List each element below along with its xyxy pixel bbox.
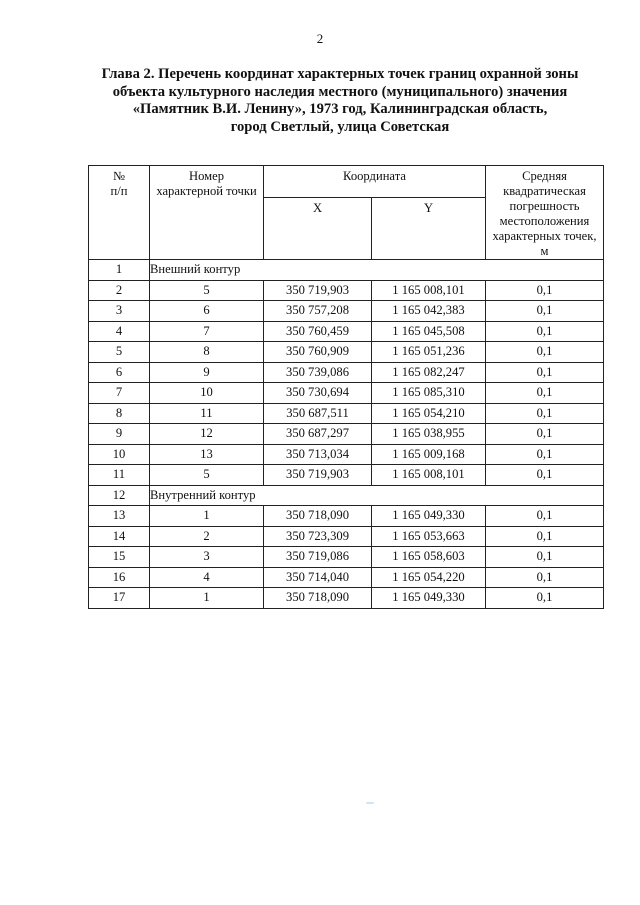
coord-y: 1 165 008,101 <box>372 465 486 486</box>
error-value: 0,1 <box>486 588 604 609</box>
title-line: «Памятник В.И. Ленину», 1973 год, Калининградская область, <box>132 101 548 117</box>
table-row <box>89 301 604 322</box>
coord-x: 350 687,297 <box>264 424 372 445</box>
table-row <box>89 403 604 424</box>
point-number: 4 <box>150 567 264 588</box>
coord-y: 1 165 038,955 <box>372 424 486 445</box>
error-value: 0,1 <box>486 403 604 424</box>
section-row <box>89 485 604 506</box>
table-row <box>89 424 604 445</box>
row-number: 14 <box>89 526 150 547</box>
row-number: 8 <box>89 403 150 424</box>
coord-y: 1 165 008,101 <box>372 280 486 301</box>
row-number: 5 <box>89 342 150 363</box>
coord-x: 350 718,090 <box>264 506 372 527</box>
table-row <box>89 342 604 363</box>
header-point: Номер характерной точки <box>150 166 264 260</box>
table-row <box>89 465 604 486</box>
coord-y: 1 165 053,663 <box>372 526 486 547</box>
error-value: 0,1 <box>486 444 604 465</box>
header-x: X <box>264 198 372 260</box>
error-value: 0,1 <box>486 465 604 486</box>
contour-label: Внешний контур <box>150 260 604 281</box>
error-value: 0,1 <box>486 383 604 404</box>
coord-x: 350 719,903 <box>264 280 372 301</box>
error-value: 0,1 <box>486 362 604 383</box>
point-number: 9 <box>150 362 264 383</box>
page-number: 2 <box>316 31 324 46</box>
row-number: 13 <box>89 506 150 527</box>
row-number: 4 <box>89 321 150 342</box>
table-row <box>89 280 604 301</box>
coord-x: 350 730,694 <box>264 383 372 404</box>
point-number: 11 <box>150 403 264 424</box>
point-number: 5 <box>150 465 264 486</box>
row-number: 12 <box>89 485 150 506</box>
coord-x: 350 719,086 <box>264 547 372 568</box>
header-error: Средняя квадратическая погрешность местоположения характерных точек, м <box>486 166 604 260</box>
row-number: 6 <box>89 362 150 383</box>
coord-y: 1 165 058,603 <box>372 547 486 568</box>
table-row <box>89 526 604 547</box>
coord-y: 1 165 045,508 <box>372 321 486 342</box>
row-number: 15 <box>89 547 150 568</box>
error-value: 0,1 <box>486 342 604 363</box>
point-number: 1 <box>150 506 264 527</box>
table-body <box>89 260 604 609</box>
table-row <box>89 362 604 383</box>
error-value: 0,1 <box>486 547 604 568</box>
table-row <box>89 383 604 404</box>
table-row <box>89 321 604 342</box>
table-row <box>89 506 604 527</box>
header-y: Y <box>372 198 486 260</box>
coord-y: 1 165 054,220 <box>372 567 486 588</box>
header-coordinate: Координата <box>264 166 486 198</box>
point-number: 8 <box>150 342 264 363</box>
coord-y: 1 165 049,330 <box>372 588 486 609</box>
row-number: 3 <box>89 301 150 322</box>
coord-y: 1 165 009,168 <box>372 444 486 465</box>
contour-label: Внутренний контур <box>150 485 604 506</box>
point-number: 6 <box>150 301 264 322</box>
row-number: 16 <box>89 567 150 588</box>
header-num: № п/п <box>89 166 150 260</box>
coord-y: 1 165 051,236 <box>372 342 486 363</box>
error-value: 0,1 <box>486 321 604 342</box>
error-value: 0,1 <box>486 280 604 301</box>
row-number: 1 <box>89 260 150 281</box>
title-line: объекта культурного наследия местного (муниципального) значения <box>112 83 568 100</box>
row-number: 9 <box>89 424 150 445</box>
table-row <box>89 547 604 568</box>
coord-y: 1 165 054,210 <box>372 403 486 424</box>
point-number: 2 <box>150 526 264 547</box>
point-number: 12 <box>150 424 264 445</box>
error-value: 0,1 <box>486 567 604 588</box>
error-value: 0,1 <box>486 526 604 547</box>
row-number: 7 <box>89 383 150 404</box>
table-row <box>89 567 604 588</box>
coord-x: 350 760,909 <box>264 342 372 363</box>
row-number: 17 <box>89 588 150 609</box>
coordinates-table <box>88 165 604 609</box>
coord-y: 1 165 042,383 <box>372 301 486 322</box>
error-value: 0,1 <box>486 424 604 445</box>
row-number: 10 <box>89 444 150 465</box>
coord-x: 350 718,090 <box>264 588 372 609</box>
title-line: Глава 2. Перечень координат характерных точек границ охранной зоны <box>101 66 579 82</box>
coord-y: 1 165 049,330 <box>372 506 486 527</box>
coord-x: 350 687,511 <box>264 403 372 424</box>
point-number: 7 <box>150 321 264 342</box>
coord-x: 350 760,459 <box>264 321 372 342</box>
table-row <box>89 588 604 609</box>
coord-x: 350 739,086 <box>264 362 372 383</box>
coord-x: 350 719,903 <box>264 465 372 486</box>
point-number: 5 <box>150 280 264 301</box>
point-number: 13 <box>150 444 264 465</box>
point-number: 1 <box>150 588 264 609</box>
row-number: 11 <box>89 465 150 486</box>
coord-x: 350 723,309 <box>264 526 372 547</box>
coord-y: 1 165 082,247 <box>372 362 486 383</box>
scan-mark <box>366 802 374 804</box>
error-value: 0,1 <box>486 506 604 527</box>
coord-x: 350 714,040 <box>264 567 372 588</box>
point-number: 3 <box>150 547 264 568</box>
coord-y: 1 165 085,310 <box>372 383 486 404</box>
table-row <box>89 444 604 465</box>
point-number: 10 <box>150 383 264 404</box>
coord-x: 350 757,208 <box>264 301 372 322</box>
document-title <box>50 66 630 136</box>
row-number: 2 <box>89 280 150 301</box>
error-value: 0,1 <box>486 301 604 322</box>
title-line: город Светлый, улица Советская <box>230 118 450 135</box>
coord-x: 350 713,034 <box>264 444 372 465</box>
section-row <box>89 260 604 281</box>
